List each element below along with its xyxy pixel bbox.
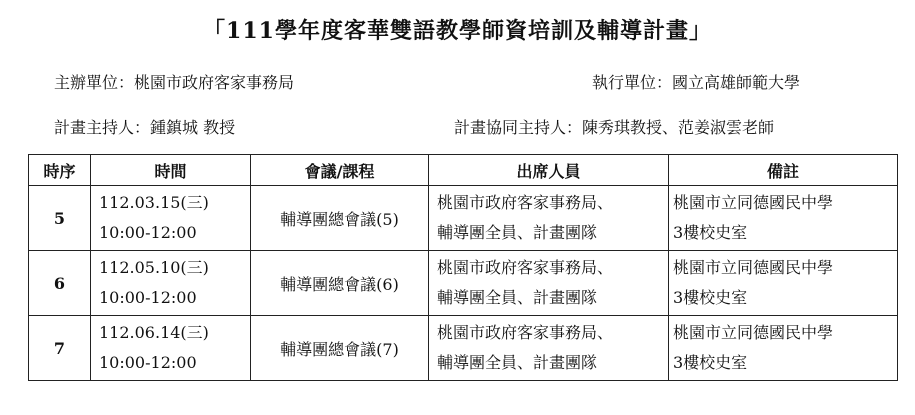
row-date: 112.06.14(三) — [99, 323, 209, 342]
row-hours: 10:00-12:00 — [99, 353, 197, 372]
organizer-info: 主辦單位：桃園市政府客家事務局 — [54, 73, 295, 92]
row-meeting: 輔導團總會議(5) — [251, 186, 429, 251]
table-row — [29, 251, 898, 316]
cohost-info: 計畫協同主持人：陳秀琪教授、范姜淑雲老師 — [454, 118, 775, 137]
row-attendees — [429, 251, 669, 316]
row-time — [91, 186, 251, 251]
header-note: 備註 — [669, 155, 898, 186]
schedule-table — [28, 154, 898, 381]
table-header-row — [29, 155, 898, 186]
row-order: 6 — [29, 251, 91, 316]
header-attendees: 出席人員 — [429, 155, 669, 186]
row-date: 112.05.10(三) — [99, 258, 209, 277]
row-hours: 10:00-12:00 — [99, 223, 197, 242]
row-note — [669, 316, 898, 381]
row-attendees-line: 輔導團全員、計畫團隊 — [437, 223, 598, 242]
row-time — [91, 251, 251, 316]
document-title: 「111學年度客華雙語教學師資培訓及輔導計畫」 — [203, 18, 712, 44]
row-attendees-line: 輔導團全員、計畫團隊 — [437, 288, 598, 307]
row-date: 112.03.15(三) — [99, 193, 209, 212]
row-order: 7 — [29, 316, 91, 381]
row-time — [91, 316, 251, 381]
host-info: 計畫主持人：鍾鎮城 教授 — [54, 118, 236, 137]
row-note-line: 桃園市立同德國民中學 — [673, 323, 834, 342]
row-hours: 10:00-12:00 — [99, 288, 197, 307]
header-time: 時間 — [91, 155, 251, 186]
row-note-line: 3樓校史室 — [673, 288, 748, 307]
table-row — [29, 186, 898, 251]
header-order: 時序 — [29, 155, 91, 186]
row-order: 5 — [29, 186, 91, 251]
table-row — [29, 316, 898, 381]
row-attendees-line: 桃園市政府客家事務局、 — [437, 323, 614, 342]
row-note — [669, 186, 898, 251]
row-note-line: 3樓校史室 — [673, 223, 748, 242]
row-note — [669, 251, 898, 316]
row-note-line: 桃園市立同德國民中學 — [673, 258, 834, 277]
row-attendees — [429, 186, 669, 251]
row-attendees-line: 輔導團全員、計畫團隊 — [437, 353, 598, 372]
header-meeting: 會議/課程 — [251, 155, 429, 186]
row-attendees-line: 桃園市政府客家事務局、 — [437, 258, 614, 277]
row-meeting: 輔導團總會議(7) — [251, 316, 429, 381]
row-attendees-line: 桃園市政府客家事務局、 — [437, 193, 614, 212]
executor-info: 執行單位：國立高雄師範大學 — [592, 73, 801, 92]
row-note-line: 3樓校史室 — [673, 353, 748, 372]
row-attendees — [429, 316, 669, 381]
row-note-line: 桃園市立同德國民中學 — [673, 193, 834, 212]
row-meeting: 輔導團總會議(6) — [251, 251, 429, 316]
